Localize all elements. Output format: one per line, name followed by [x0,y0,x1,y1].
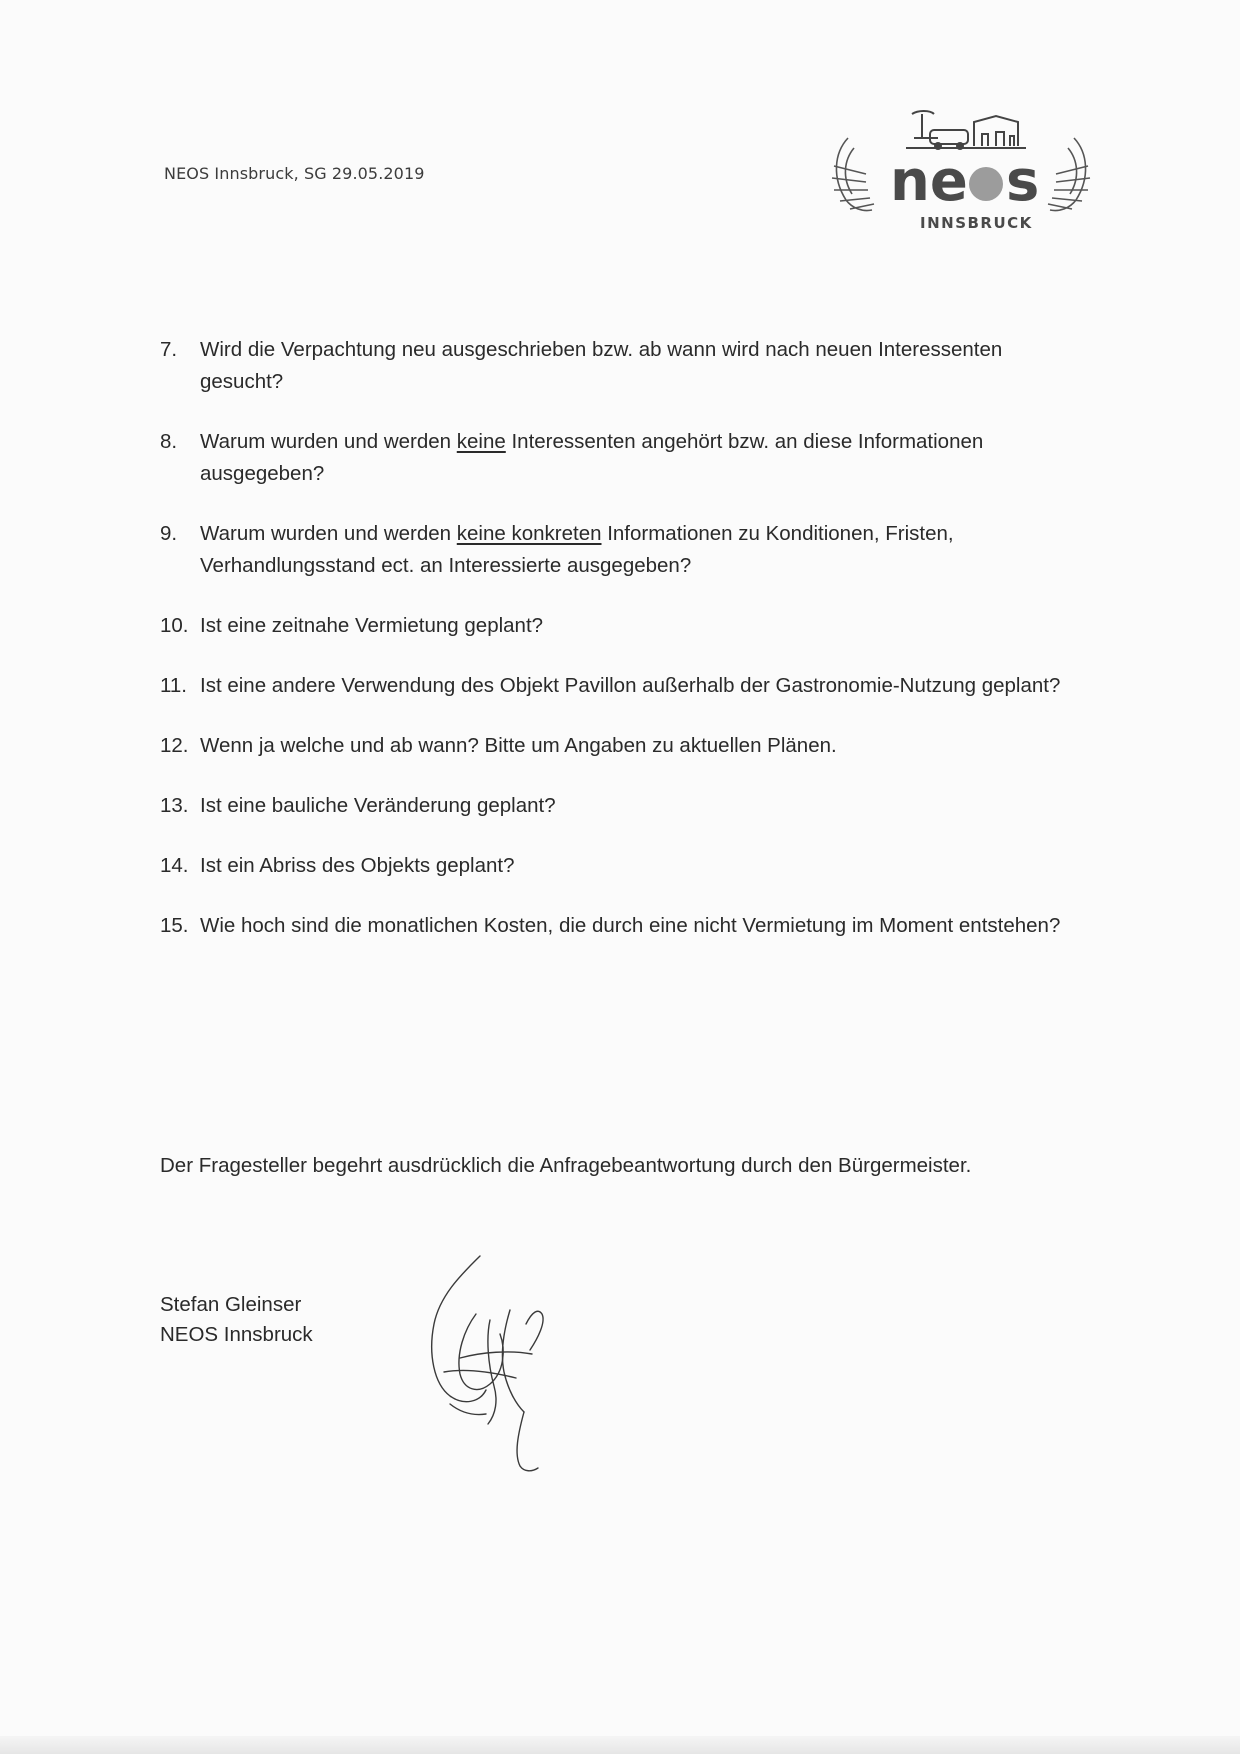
question-text [200,614,543,637]
question-number: 14. [160,854,189,877]
skyline-icon [906,111,1026,149]
svg-text:s: s [1006,149,1040,214]
underlined-emphasis: keine [456,430,506,453]
document-meta-line: NEOS Innsbruck, SG 29.05.2019 [164,164,425,183]
scan-bottom-edge [0,1736,1240,1754]
question-text-segment: Wie hoch sind die monatlichen Kosten, die durch eine nicht Vermietung im Moment entstehen? [200,914,1061,937]
question-text-segment: Interessenten angehört bzw. an diese Informationen ausgegeben? [200,430,984,485]
left-wing-icon [832,138,874,211]
signatory-block [160,1290,313,1350]
question-text-segment: Ist ein Abriss des Objekts geplant? [200,854,515,877]
question-item [160,426,1090,490]
question-item [160,518,1090,582]
question-text [200,522,954,577]
question-text-segment: Warum wurden und werden [200,522,457,545]
signatory-name: Stefan Gleinser [160,1293,302,1316]
neos-innsbruck-logo [826,108,1096,238]
question-item [160,610,1090,642]
underlined-emphasis: keine konkreten [456,522,602,545]
question-text [200,674,1060,697]
question-item [160,334,1090,398]
question-text-segment: Warum wurden und werden [200,430,457,453]
right-wing-icon [1048,138,1090,211]
question-text-segment: Ist eine bauliche Veränderung geplant? [200,794,556,817]
handwritten-signature-icon [420,1254,570,1474]
question-text-segment: Wenn ja welche und ab wann? Bitte um Angaben zu aktuellen Plänen. [200,734,837,757]
question-number: 15. [160,914,189,937]
question-text [200,338,1002,393]
logo-subtitle: INNSBRUCK [920,214,1033,232]
question-number: 13. [160,794,189,817]
question-text-segment: Wird die Verpachtung neu ausgeschrieben bzw. ab wann wird nach neuen Interessenten gesucht? [200,338,1003,393]
question-text-segment: Informationen zu Konditionen, Fristen, Verhandlungsstand ect. an Interessierte ausgegeben? [200,522,954,577]
question-text [200,430,983,485]
question-number: 9. [160,522,178,545]
question-item [160,850,1090,882]
question-item [160,670,1090,702]
question-number: 12. [160,734,189,757]
closing-statement: Der Fragesteller begehrt ausdrücklich die Anfragebeantwortung durch den Bürgermeister. [160,1154,972,1177]
question-number: 11. [160,674,187,697]
question-number: 7. [160,338,178,361]
question-text-segment: Ist eine andere Verwendung des Objekt Pavillon außerhalb der Gastronomie-Nutzung geplant? [200,674,1061,697]
logo-dot-icon [969,167,1003,201]
signatory-organization: NEOS Innsbruck [160,1323,313,1346]
question-item [160,790,1090,822]
question-item [160,730,1090,762]
question-number: 10. [160,614,189,637]
question-text [200,794,556,817]
question-text [200,854,515,877]
question-text [200,914,1060,937]
question-list [160,334,1090,942]
question-text [200,734,837,757]
question-item [160,910,1090,942]
logo-wordmark: ne [890,149,968,214]
question-number: 8. [160,430,178,453]
question-text-segment: Ist eine zeitnahe Vermietung geplant? [200,614,544,637]
